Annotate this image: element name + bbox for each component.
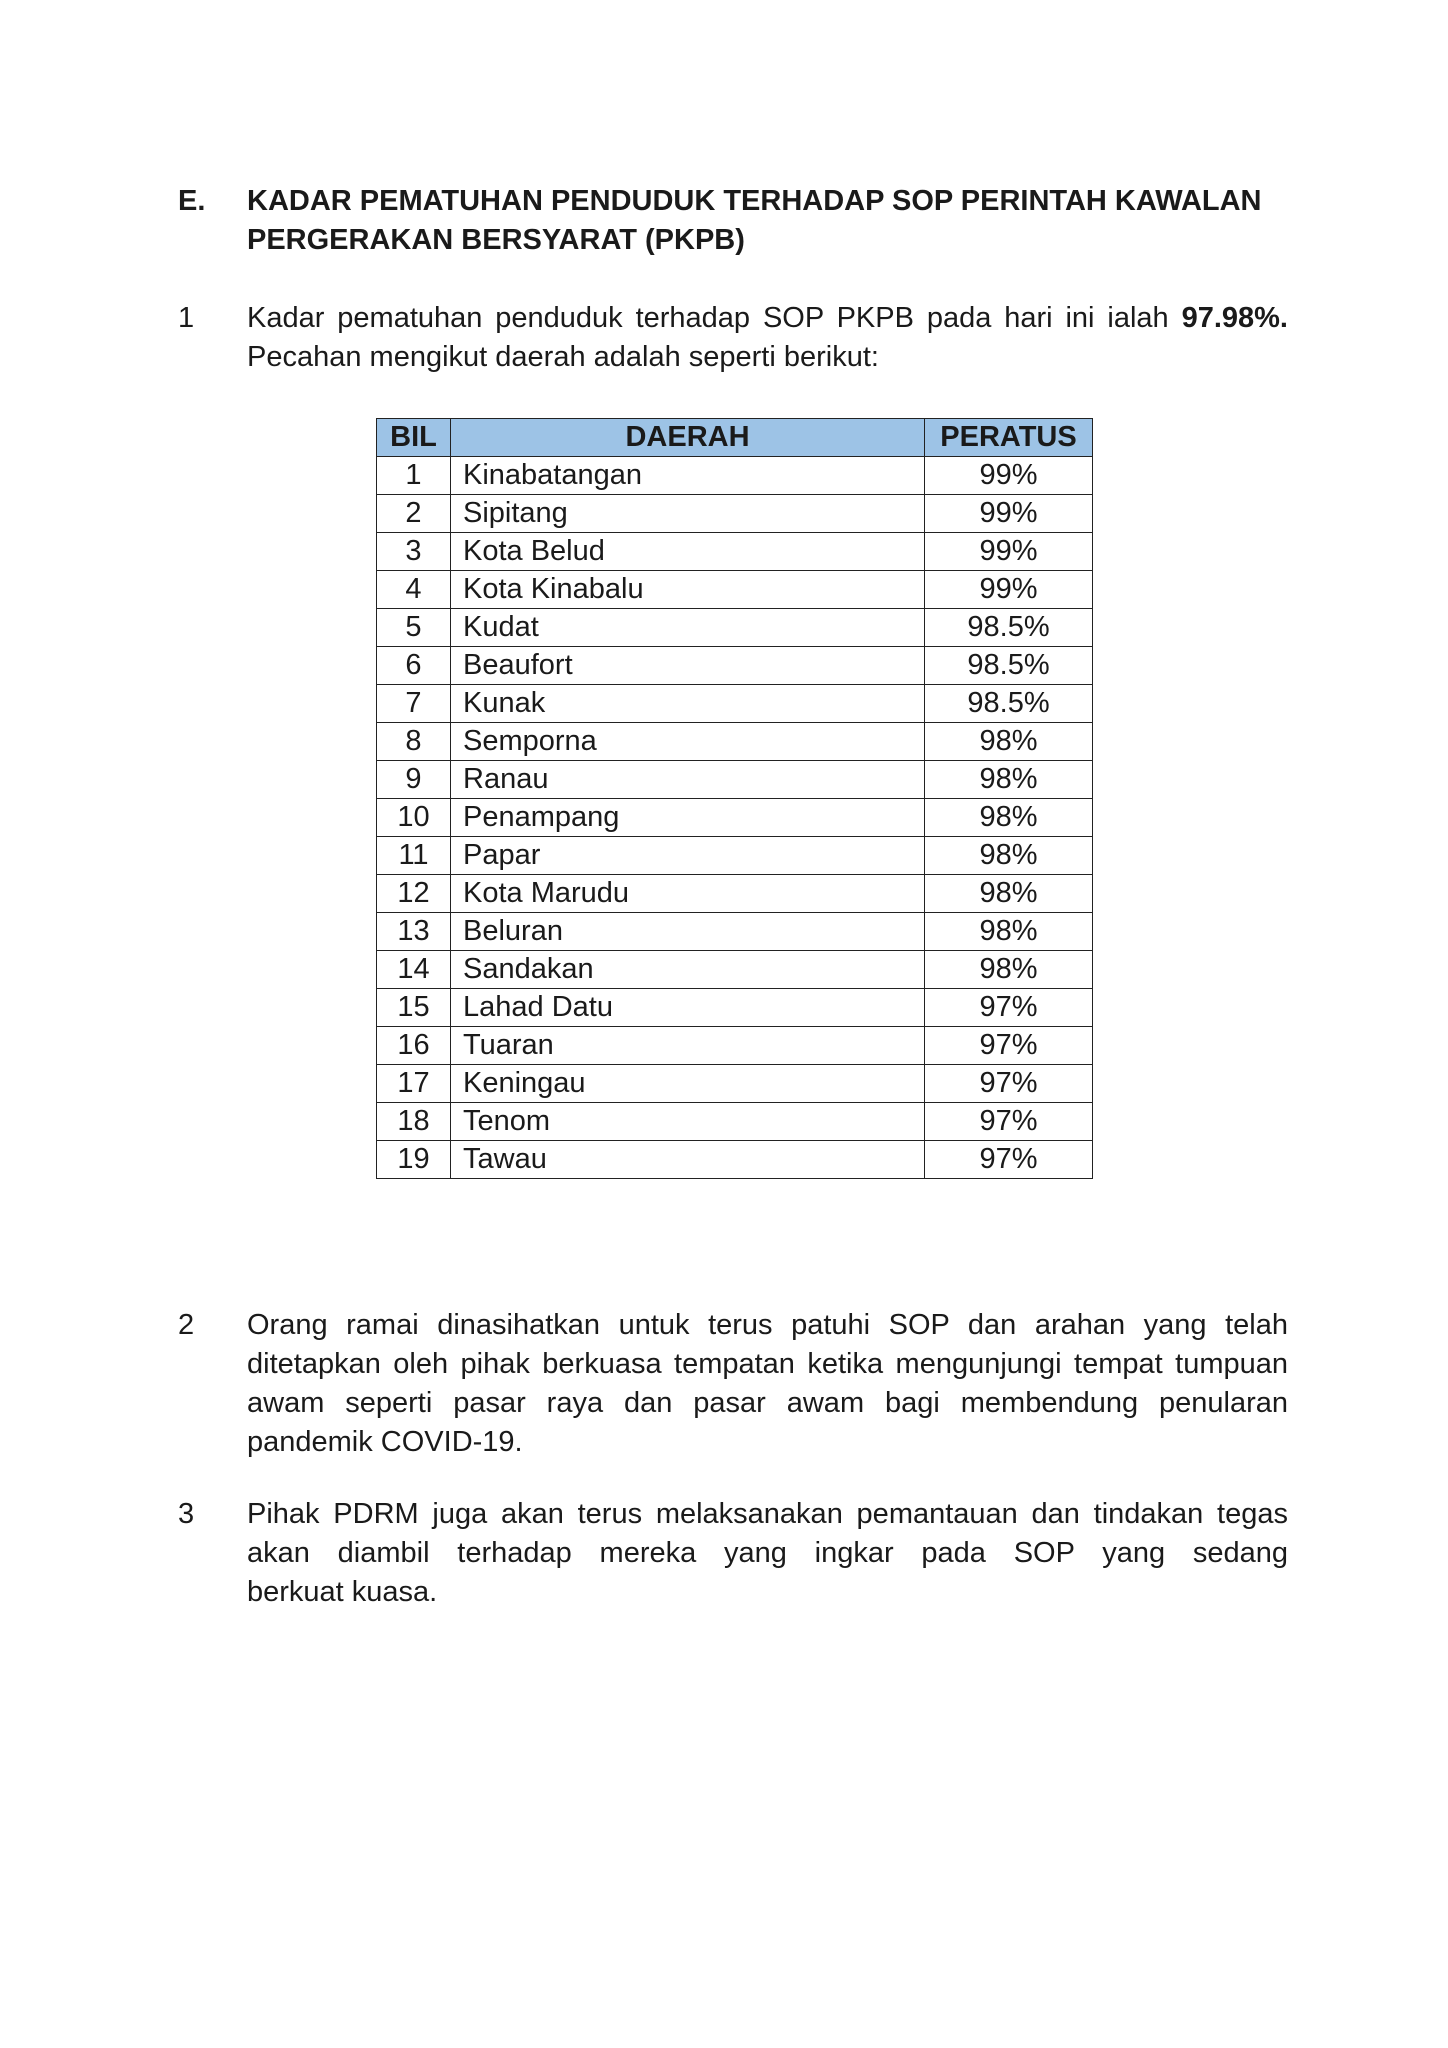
cell-daerah: Keningau [451, 1065, 925, 1103]
table-row [377, 875, 1093, 913]
paragraph-line: Pecahan mengikut daerah adalah seperti berikut: [247, 341, 879, 373]
table-row [377, 913, 1093, 951]
cell-peratus: 99% [925, 533, 1093, 571]
cell-daerah: Lahad Datu [451, 989, 925, 1027]
cell-bil: 7 [377, 685, 451, 723]
table-row [377, 647, 1093, 685]
cell-peratus: 97% [925, 1027, 1093, 1065]
cell-daerah: Kota Marudu [451, 875, 925, 913]
cell-daerah: Tenom [451, 1103, 925, 1141]
paragraph-body [247, 1495, 1288, 1612]
cell-daerah: Papar [451, 837, 925, 875]
cell-peratus: 98.5% [925, 609, 1093, 647]
cell-bil: 17 [377, 1065, 451, 1103]
cell-peratus: 97% [925, 1141, 1093, 1179]
cell-bil: 13 [377, 913, 451, 951]
cell-peratus: 99% [925, 457, 1093, 495]
paragraph-number: 2 [178, 1309, 195, 1341]
cell-daerah: Kinabatangan [451, 457, 925, 495]
table-row [377, 989, 1093, 1027]
cell-daerah: Kudat [451, 609, 925, 647]
cell-peratus: 98% [925, 799, 1093, 837]
table-row [377, 533, 1093, 571]
table-body [377, 457, 1093, 1179]
cell-peratus: 98% [925, 723, 1093, 761]
cell-bil: 5 [377, 609, 451, 647]
header-bil: BIL [377, 419, 451, 457]
cell-peratus: 98% [925, 875, 1093, 913]
cell-daerah: Sandakan [451, 951, 925, 989]
cell-peratus: 98% [925, 837, 1093, 875]
cell-peratus: 98.5% [925, 647, 1093, 685]
table-row [377, 1027, 1093, 1065]
paragraph-line: berkuat kuasa. [247, 1576, 438, 1608]
cell-daerah: Kota Belud [451, 533, 925, 571]
district-compliance-table [376, 418, 1093, 1179]
table-row [377, 837, 1093, 875]
cell-peratus: 98% [925, 913, 1093, 951]
paragraph-body [247, 1306, 1288, 1462]
table-row [377, 685, 1093, 723]
section-title: KADAR PEMATUHAN PENDUDUK TERHADAP SOP PERINTAH KAWALAN PERGERAKAN BERSYARAT (PKPB) [247, 185, 1262, 256]
cell-bil: 16 [377, 1027, 451, 1065]
paragraph-body [247, 299, 1288, 377]
cell-daerah: Kunak [451, 685, 925, 723]
cell-bil: 10 [377, 799, 451, 837]
header-daerah: DAERAH [451, 419, 925, 457]
paragraph-line: Pihak PDRM juga akan terus melaksanakan pemantauan dan tindakan tegas [247, 1498, 1288, 1530]
cell-bil: 11 [377, 837, 451, 875]
cell-daerah: Kota Kinabalu [451, 571, 925, 609]
cell-peratus: 98.5% [925, 685, 1093, 723]
cell-daerah: Tuaran [451, 1027, 925, 1065]
section-letter: E. [178, 185, 206, 217]
cell-bil: 14 [377, 951, 451, 989]
cell-bil: 15 [377, 989, 451, 1027]
cell-bil: 1 [377, 457, 451, 495]
paragraph-line: awam seperti pasar raya dan pasar awam bagi membendung penularan [247, 1387, 1288, 1419]
cell-bil: 2 [377, 495, 451, 533]
cell-bil: 4 [377, 571, 451, 609]
cell-peratus: 99% [925, 495, 1093, 533]
cell-peratus: 98% [925, 761, 1093, 799]
cell-peratus: 99% [925, 571, 1093, 609]
table-row [377, 761, 1093, 799]
cell-bil: 8 [377, 723, 451, 761]
table-row [377, 571, 1093, 609]
paragraph-line: Orang ramai dinasihatkan untuk terus patuhi SOP dan arahan yang telah [247, 1309, 1288, 1341]
cell-daerah: Semporna [451, 723, 925, 761]
cell-bil: 9 [377, 761, 451, 799]
cell-bil: 3 [377, 533, 451, 571]
cell-peratus: 97% [925, 989, 1093, 1027]
header-peratus: PERATUS [925, 419, 1093, 457]
paragraph-line: pandemik COVID-19. [247, 1426, 523, 1458]
table-row [377, 951, 1093, 989]
table-row [377, 1103, 1093, 1141]
cell-daerah: Ranau [451, 761, 925, 799]
cell-bil: 19 [377, 1141, 451, 1179]
table-row [377, 1141, 1093, 1179]
compliance-text: Kadar pematuhan penduduk terhadap SOP PKPB pada hari ini ialah [247, 302, 1169, 334]
paragraph-line: akan diambil terhadap mereka yang ingkar pada SOP yang sedang [247, 1537, 1288, 1569]
table-row [377, 723, 1093, 761]
table-row [377, 457, 1093, 495]
cell-peratus: 97% [925, 1103, 1093, 1141]
paragraph-line [247, 299, 1288, 338]
paragraph-number: 1 [178, 302, 195, 334]
cell-bil: 6 [377, 647, 451, 685]
paragraph-number: 3 [178, 1498, 195, 1530]
paragraph-line: ditetapkan oleh pihak berkuasa tempatan ketika mengunjungi tempat tumpuan [247, 1348, 1288, 1380]
cell-daerah: Tawau [451, 1141, 925, 1179]
table-row [377, 799, 1093, 837]
cell-daerah: Beaufort [451, 647, 925, 685]
table-row [377, 609, 1093, 647]
cell-bil: 12 [377, 875, 451, 913]
cell-bil: 18 [377, 1103, 451, 1141]
table-row [377, 495, 1093, 533]
cell-daerah: Beluran [451, 913, 925, 951]
table-header-row [377, 419, 1093, 457]
compliance-rate: 97.98%. [1181, 302, 1288, 334]
cell-peratus: 98% [925, 951, 1093, 989]
cell-daerah: Sipitang [451, 495, 925, 533]
cell-peratus: 97% [925, 1065, 1093, 1103]
cell-daerah: Penampang [451, 799, 925, 837]
table-row [377, 1065, 1093, 1103]
